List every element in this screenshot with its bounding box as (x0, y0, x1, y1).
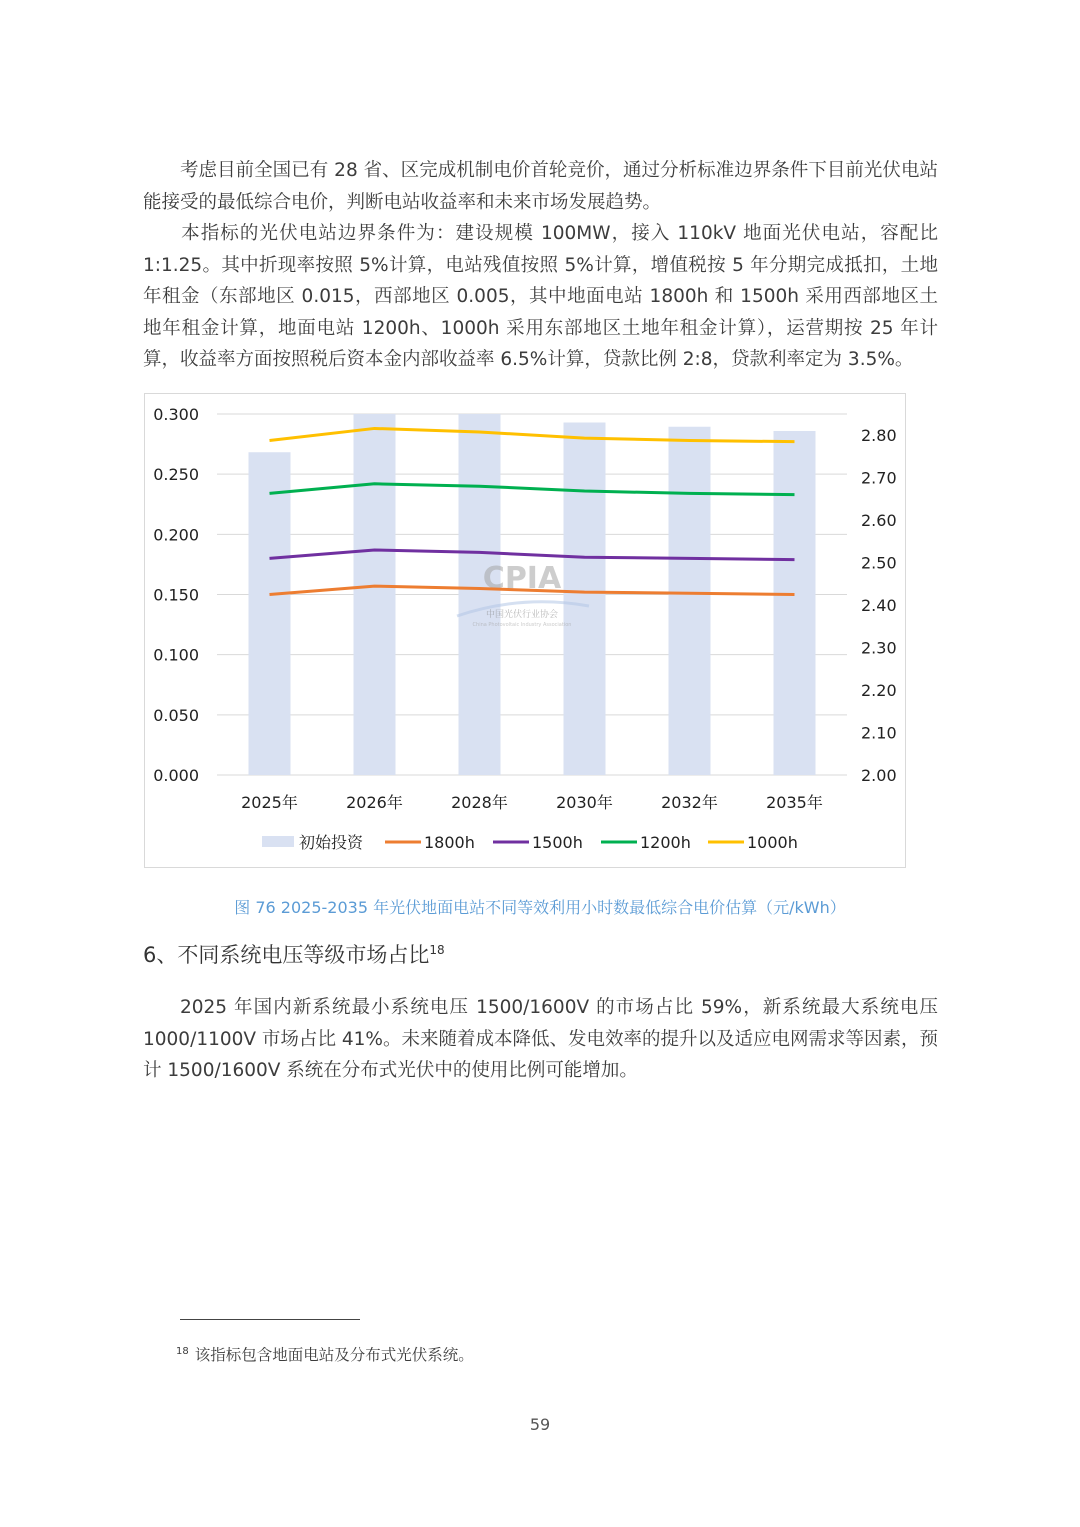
electricity-price-chart (145, 394, 907, 869)
x-axis-labels (241, 793, 823, 812)
x-tick-label: 2032年 (661, 793, 718, 812)
footnote-number: 18 (176, 1345, 189, 1357)
right-tick-label: 2.00 (861, 766, 897, 785)
page-number: 59 (529, 1415, 551, 1434)
boundary-conditions-paragraph (143, 218, 938, 376)
left-tick-label: 0.150 (153, 585, 199, 605)
footnote-text: 该指标包含地面电站及分布式光伏系统。 (194, 1346, 474, 1364)
right-tick-label: 2.10 (861, 723, 897, 743)
legend-label: 1500h (532, 833, 583, 852)
left-tick-label: 0.300 (153, 405, 199, 424)
left-tick-label: 0.100 (153, 645, 199, 665)
chart-frame (144, 393, 906, 868)
left-tick-label: 0.200 (153, 525, 199, 545)
left-tick-label: 0.000 (153, 766, 199, 785)
watermark-logo-text: CPIA (482, 561, 562, 596)
right-tick-label: 2.40 (861, 596, 897, 616)
x-tick-label: 2028年 (451, 793, 508, 812)
x-tick-label: 2030年 (556, 793, 613, 812)
right-tick-label: 2.80 (861, 426, 897, 446)
footnote-divider (180, 1319, 360, 1320)
right-axis-ticks (861, 426, 897, 785)
series-line-1500h (270, 550, 795, 560)
right-tick-label: 2.30 (861, 638, 897, 658)
voltage-paragraph (143, 992, 938, 1087)
x-tick-label: 2025年 (241, 793, 298, 812)
investment-bar (564, 422, 606, 775)
investment-bar (774, 431, 816, 775)
series-line-1000h (270, 428, 795, 441)
figure-caption: 图 76 2025-2035 年光伏地面电站不同等效利用小时数最低综合电价估算（元/kWh） (234, 898, 846, 917)
intro-paragraph-text: 考虑目前全国已有 28 省、区完成机制电价首轮竞价，通过分析标准边界条件下目前光伏电站能接受的最低综合电价，判断电站收益率和未来市场发展趋势。 (143, 160, 938, 213)
left-axis-ticks (153, 405, 199, 785)
voltage-paragraph-text: 2025 年国内新系统最小系统电压 1500/1600V 的市场占比 59%，新系统最大系统电压 1000/1100V 市场占比 41%。未来随着成本降低、发电效率的提升以及适应电网需求等因素，预计 1500/1600V 系统在分布式光伏中的使用比例可能增加。 (143, 997, 938, 1081)
right-tick-label: 2.20 (861, 681, 897, 701)
legend-swatch (262, 836, 294, 847)
right-tick-label: 2.50 (861, 553, 897, 573)
left-tick-label: 0.250 (153, 465, 199, 485)
left-tick-label: 0.050 (153, 705, 199, 725)
boundary-conditions-text: 本指标的光伏电站边界条件为：建设规模 100MW，接入 110kV 地面光伏电站，容配比 1:1.25。其中折现率按照 5%计算，电站残值按照 5%计算，增值税按 5 年分期完成抵扣，土地年租金（东部地区 0.015，西部地区 0.005，其中地面电站 1800h 和 1500h 采用西部地区土地年租金计算，地面电站 1200h、1000h 采用东部地区土地年租金计算），运营期按 25 年计算，收益率方面按照税后资本金内部收益率 6.5%计算，贷款比例 2:8，贷款利率定为 3.5%。 (143, 223, 938, 370)
investment-bar (249, 452, 291, 775)
right-tick-label: 2.60 (861, 511, 897, 531)
legend-label: 初始投资 (299, 833, 364, 852)
chart-legend (262, 833, 798, 852)
investment-bar (354, 414, 396, 775)
x-tick-label: 2035年 (766, 793, 823, 812)
intro-paragraph (143, 155, 938, 218)
footnote-reference[interactable]: 18 (429, 943, 445, 957)
watermark-english: China Photovoltaic Industry Association (472, 622, 572, 628)
investment-bar (669, 427, 711, 775)
legend-label: 1000h (747, 833, 798, 852)
watermark-name: 中国光伏行业协会 (485, 610, 559, 620)
legend-label: 1800h (424, 833, 475, 852)
series-line-1200h (270, 484, 795, 495)
x-tick-label: 2026年 (346, 793, 403, 812)
footnote (176, 1343, 474, 1365)
section-heading (143, 940, 445, 970)
right-tick-label: 2.70 (861, 468, 897, 488)
section-heading-text: 6、不同系统电压等级市场占比 (143, 943, 430, 967)
legend-label: 1200h (640, 833, 691, 852)
